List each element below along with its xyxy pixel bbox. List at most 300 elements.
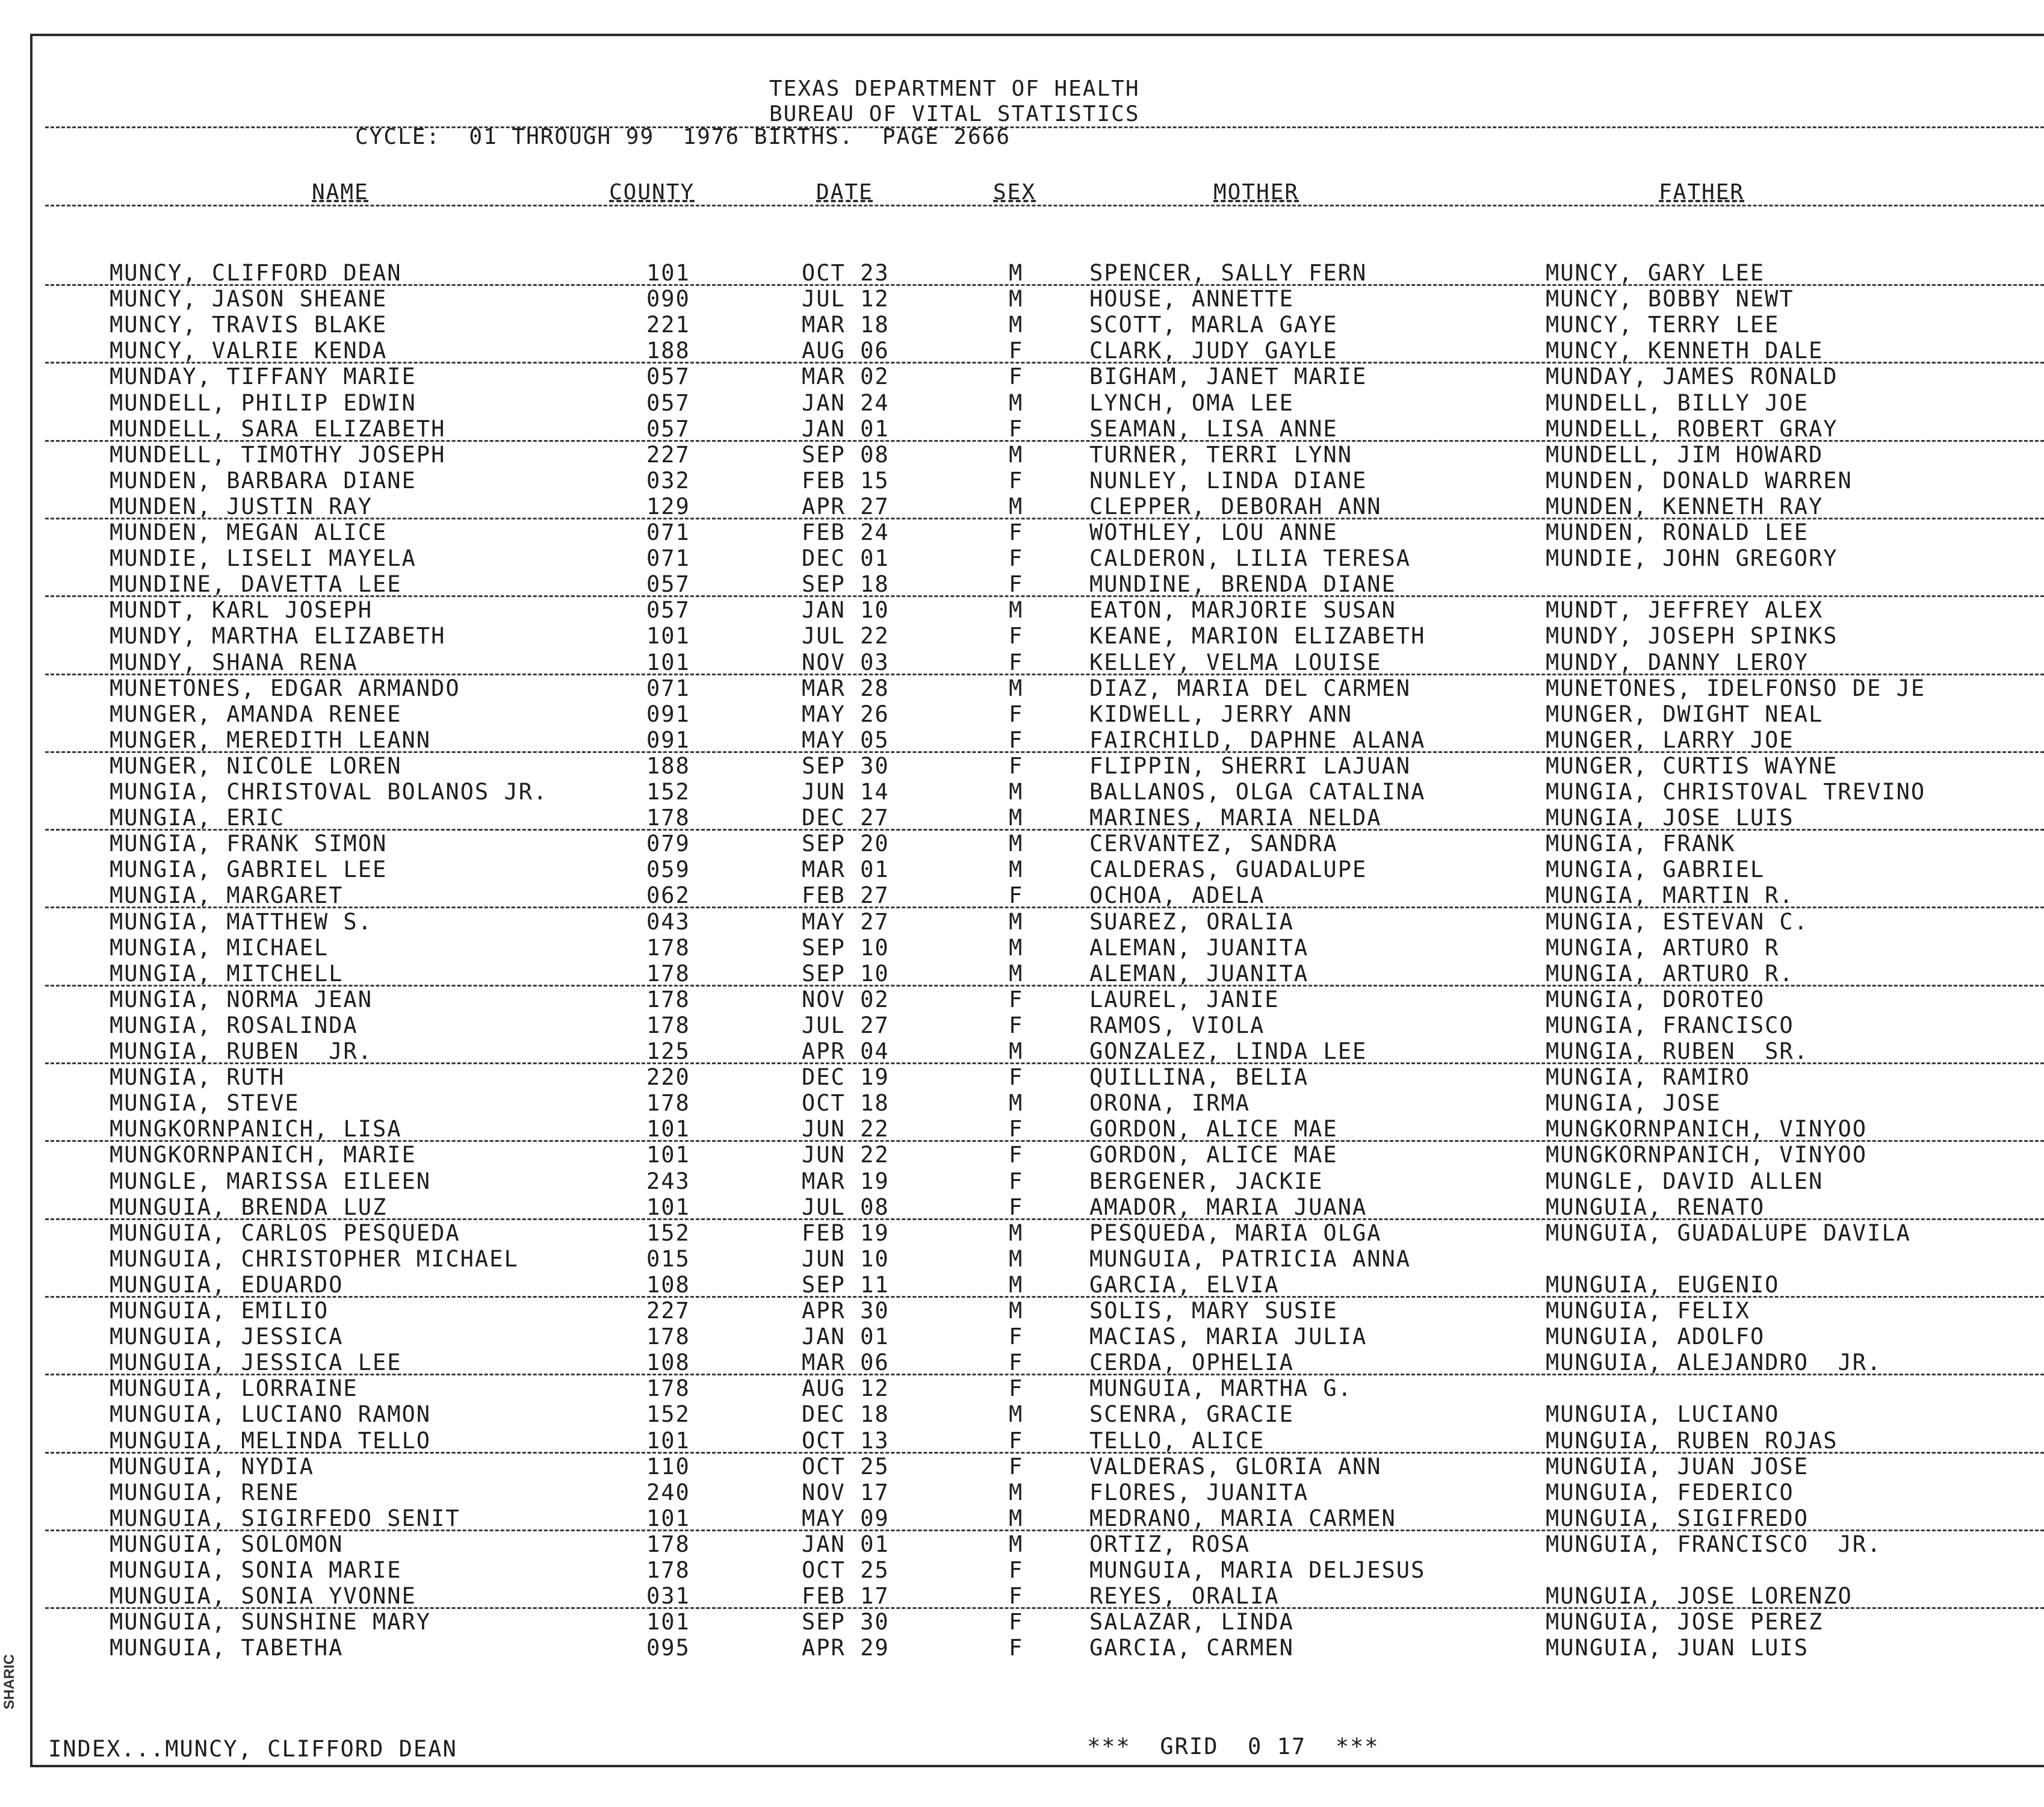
record-date: MAY 05 — [802, 727, 890, 753]
record-county: 221 — [646, 312, 690, 338]
record-sex: M — [1009, 1246, 1024, 1272]
record-name: MUNGUIA, SUNSHINE MARY — [110, 1609, 432, 1635]
record-sex: M — [1009, 260, 1024, 286]
record-name: MUNGIA, RUTH — [110, 1064, 285, 1090]
record-sex: M — [1009, 286, 1024, 312]
record-name: MUNGUIA, SOLOMON — [110, 1531, 344, 1557]
record-sex: M — [1009, 1480, 1024, 1505]
record-county: 243 — [646, 1168, 690, 1194]
record-date: JUN 10 — [802, 1246, 890, 1272]
record-mother: RAMOS, VIOLA — [1089, 1012, 1265, 1038]
record-mother: FAIRCHILD, DAPHNE ALANA — [1089, 727, 1426, 753]
record-date: FEB 17 — [802, 1583, 890, 1609]
record-county: 240 — [646, 1480, 690, 1505]
record-mother: SCOTT, MARLA GAYE — [1089, 312, 1338, 338]
record-mother: WOTHLEY, LOU ANNE — [1089, 519, 1338, 545]
column-header-divider — [45, 205, 2044, 206]
record-county: 178 — [646, 1324, 690, 1350]
record-mother: LAUREL, JANIE — [1089, 987, 1280, 1012]
record-date: SEP 10 — [802, 935, 890, 961]
table-row — [0, 1531, 2044, 1557]
record-mother: BERGENER, JACKIE — [1089, 1168, 1324, 1194]
record-sex: F — [1009, 649, 1024, 675]
record-date: JAN 24 — [802, 390, 890, 416]
record-father: MUNGIA, RUBEN SR. — [1546, 1038, 1809, 1064]
record-sex: F — [1009, 1350, 1024, 1375]
column-header-county: COUNTY — [609, 180, 695, 205]
record-date: SEP 08 — [802, 442, 890, 468]
column-header-mother: MOTHER — [1213, 180, 1299, 205]
record-date: DEC 19 — [802, 1064, 890, 1090]
record-name: MUNDT, KARL JOSEPH — [110, 597, 373, 623]
record-mother: ALEMAN, JUANITA — [1089, 961, 1309, 987]
record-date: FEB 27 — [802, 882, 890, 908]
record-date: OCT 13 — [802, 1428, 890, 1454]
record-date: FEB 19 — [802, 1220, 890, 1246]
record-date: SEP 11 — [802, 1272, 890, 1298]
record-sex: F — [1009, 1428, 1024, 1454]
record-date: OCT 25 — [802, 1454, 890, 1480]
record-sex: F — [1009, 987, 1024, 1012]
record-county: 101 — [646, 260, 690, 286]
record-name: MUNGER, NICOLE LOREN — [110, 753, 402, 779]
record-sex: M — [1009, 909, 1024, 935]
record-sex: M — [1009, 779, 1024, 805]
record-county: 178 — [646, 1090, 690, 1116]
record-name: MUNGUIA, LUCIANO RAMON — [110, 1401, 432, 1427]
record-name: MUNGKORNPANICH, MARIE — [110, 1142, 417, 1168]
table-row — [0, 805, 2044, 831]
record-date: NOV 03 — [802, 649, 890, 675]
record-name: MUNETONES, EDGAR ARMANDO — [110, 675, 460, 701]
record-mother: GORDON, ALICE MAE — [1089, 1116, 1338, 1142]
record-name: MUNGIA, MARGARET — [110, 882, 344, 908]
column-header-sex: SEX — [993, 180, 1036, 205]
record-father: MUNGIA, JOSE — [1546, 1090, 1721, 1116]
record-date: NOV 17 — [802, 1480, 890, 1505]
record-father: MUNGKORNPANICH, VINYOO — [1546, 1142, 1868, 1168]
record-mother: KEANE, MARION ELIZABETH — [1089, 623, 1426, 649]
record-mother: CALDERON, LILIA TERESA — [1089, 545, 1411, 571]
record-county: 178 — [646, 987, 690, 1012]
record-mother: ALEMAN, JUANITA — [1089, 935, 1309, 961]
table-row — [0, 1635, 2044, 1661]
record-name: MUNGIA, STEVE — [110, 1090, 300, 1116]
record-mother: GARCIA, CARMEN — [1089, 1635, 1294, 1661]
record-father: MUNDELL, JIM HOWARD — [1546, 442, 1824, 468]
table-row — [0, 882, 2044, 908]
record-county: 015 — [646, 1246, 690, 1272]
record-sex: M — [1009, 831, 1024, 857]
table-row — [0, 1064, 2044, 1090]
record-sex: F — [1009, 364, 1024, 389]
table-row — [0, 260, 2044, 286]
record-date: OCT 23 — [802, 260, 890, 286]
record-father: MUNGKORNPANICH, VINYOO — [1546, 1116, 1868, 1142]
record-county: 101 — [646, 1194, 690, 1220]
record-date: JUL 27 — [802, 1012, 890, 1038]
table-row — [0, 935, 2044, 961]
table-row — [0, 364, 2044, 389]
record-county: 227 — [646, 1298, 690, 1324]
record-county: 101 — [646, 1505, 690, 1531]
record-father: MUNGIA, JOSE LUIS — [1546, 805, 1794, 831]
record-county: 101 — [646, 1116, 690, 1142]
record-father: MUNGUIA, JUAN JOSE — [1546, 1454, 1809, 1480]
record-father: MUNGIA, ARTURO R — [1546, 935, 1780, 961]
record-sex: M — [1009, 1298, 1024, 1324]
record-name: MUNGUIA, CHRISTOPHER MICHAEL — [110, 1246, 519, 1272]
record-sex: F — [1009, 1454, 1024, 1480]
record-county: 178 — [646, 1375, 690, 1401]
record-father: MUNDELL, ROBERT GRAY — [1546, 416, 1838, 442]
record-county: 101 — [646, 1609, 690, 1635]
record-father: MUNGUIA, RUBEN ROJAS — [1546, 1428, 1838, 1454]
record-name: MUNGUIA, SIGIRFEDO SENIT — [110, 1505, 460, 1531]
record-mother: CALDERAS, GUADALUPE — [1089, 857, 1367, 882]
table-row — [0, 1350, 2044, 1375]
record-county: 101 — [646, 1142, 690, 1168]
table-row — [0, 571, 2044, 597]
record-father: MUNETONES, IDELFONSO DE JE — [1546, 675, 1926, 701]
table-row — [0, 1324, 2044, 1350]
record-sex: F — [1009, 1375, 1024, 1401]
record-county: 090 — [646, 286, 690, 312]
record-county: 152 — [646, 1220, 690, 1246]
record-sex: F — [1009, 1142, 1024, 1168]
record-father: MUNGUIA, JOSE PEREZ — [1546, 1609, 1824, 1635]
record-father: MUNGIA, MARTIN R. — [1546, 882, 1794, 908]
record-father: MUNGER, LARRY JOE — [1546, 727, 1794, 753]
record-sex: M — [1009, 1038, 1024, 1064]
record-father: MUNGIA, CHRISTOVAL TREVINO — [1546, 779, 1926, 805]
record-mother: SALAZAR, LINDA — [1089, 1609, 1294, 1635]
record-name: MUNGUIA, RENE — [110, 1480, 300, 1505]
table-row — [0, 1116, 2044, 1142]
record-name: MUNGIA, GABRIEL LEE — [110, 857, 388, 882]
record-date: JAN 01 — [802, 1531, 890, 1557]
table-row — [0, 987, 2044, 1012]
record-mother: SUAREZ, ORALIA — [1089, 909, 1294, 935]
record-father: MUNGUIA, JUAN LUIS — [1546, 1635, 1809, 1661]
record-name: MUNDEN, MEGAN ALICE — [110, 519, 388, 545]
record-date: MAY 26 — [802, 701, 890, 727]
record-father: MUNDEN, KENNETH RAY — [1546, 494, 1824, 519]
record-date: OCT 25 — [802, 1557, 890, 1583]
record-father: MUNGUIA, GUADALUPE DAVILA — [1546, 1220, 1911, 1246]
record-county: 178 — [646, 1557, 690, 1583]
record-mother: TURNER, TERRI LYNN — [1089, 442, 1352, 468]
table-row — [0, 1583, 2044, 1609]
record-county: 057 — [646, 364, 690, 389]
header-divider — [45, 126, 2044, 128]
record-county: 101 — [646, 623, 690, 649]
record-sex: M — [1009, 675, 1024, 701]
table-row — [0, 1220, 2044, 1246]
record-sex: M — [1009, 597, 1024, 623]
footer-index: INDEX...MUNCY, CLIFFORD DEAN — [48, 1736, 457, 1762]
record-county: 059 — [646, 857, 690, 882]
record-name: MUNGUIA, NYDIA — [110, 1454, 314, 1480]
record-father: MUNGIA, RAMIRO — [1546, 1064, 1750, 1090]
record-date: DEC 01 — [802, 545, 890, 571]
table-row — [0, 416, 2044, 442]
record-name: MUNDY, MARTHA ELIZABETH — [110, 623, 446, 649]
record-name: MUNGUIA, CARLOS PESQUEDA — [110, 1220, 460, 1246]
table-row — [0, 338, 2044, 364]
record-sex: M — [1009, 961, 1024, 987]
record-date: MAY 27 — [802, 909, 890, 935]
record-name: MUNCY, CLIFFORD DEAN — [110, 260, 402, 286]
table-row — [0, 961, 2044, 987]
record-sex: F — [1009, 468, 1024, 494]
record-county: 227 — [646, 442, 690, 468]
record-father: MUNDELL, BILLY JOE — [1546, 390, 1809, 416]
record-sex: M — [1009, 1401, 1024, 1427]
record-name: MUNGUIA, SONIA YVONNE — [110, 1583, 417, 1609]
table-row — [0, 1480, 2044, 1505]
record-date: JAN 01 — [802, 416, 890, 442]
record-date: JAN 01 — [802, 1324, 890, 1350]
column-header-name: NAME — [312, 180, 369, 205]
table-row — [0, 701, 2044, 727]
record-sex: M — [1009, 1090, 1024, 1116]
record-father: MUNGIA, FRANCISCO — [1546, 1012, 1794, 1038]
record-father: MUNGUIA, RENATO — [1546, 1194, 1765, 1220]
record-sex: F — [1009, 519, 1024, 545]
record-mother: CERDA, OPHELIA — [1089, 1350, 1294, 1375]
table-row — [0, 649, 2044, 675]
record-mother: FLORES, JUANITA — [1089, 1480, 1309, 1505]
record-father: MUNGUIA, LUCIANO — [1546, 1401, 1780, 1427]
record-mother: MUNGUIA, MARIA DELJESUS — [1089, 1557, 1426, 1583]
record-name: MUNGIA, FRANK SIMON — [110, 831, 388, 857]
record-sex: M — [1009, 494, 1024, 519]
record-name: MUNDAY, TIFFANY MARIE — [110, 364, 417, 389]
record-date: OCT 18 — [802, 1090, 890, 1116]
record-mother: QUILLINA, BELIA — [1089, 1064, 1309, 1090]
record-father: MUNGUIA, JOSE LORENZO — [1546, 1583, 1853, 1609]
record-mother: BIGHAM, JANET MARIE — [1089, 364, 1367, 389]
table-row — [0, 779, 2044, 805]
record-date: FEB 24 — [802, 519, 890, 545]
record-name: MUNGUIA, EMILIO — [110, 1298, 329, 1324]
record-date: JUL 22 — [802, 623, 890, 649]
record-name: MUNGER, MEREDITH LEANN — [110, 727, 432, 753]
record-date: APR 29 — [802, 1635, 890, 1661]
table-row — [0, 1168, 2044, 1194]
record-name: MUNGER, AMANDA RENEE — [110, 701, 402, 727]
record-county: 178 — [646, 1531, 690, 1557]
record-sex: F — [1009, 1116, 1024, 1142]
table-row — [0, 1142, 2044, 1168]
record-county: 125 — [646, 1038, 690, 1064]
table-row — [0, 494, 2044, 519]
record-date: MAR 18 — [802, 312, 890, 338]
record-father: MUNGIA, FRANK — [1546, 831, 1736, 857]
record-mother: DIAZ, MARIA DEL CARMEN — [1089, 675, 1411, 701]
record-name: MUNGUIA, EDUARDO — [110, 1272, 344, 1298]
record-county: 095 — [646, 1635, 690, 1661]
record-date: MAY 09 — [802, 1505, 890, 1531]
record-father: MUNGUIA, FRANCISCO JR. — [1546, 1531, 1882, 1557]
record-mother: GONZALEZ, LINDA LEE — [1089, 1038, 1367, 1064]
record-mother: VALDERAS, GLORIA ANN — [1089, 1454, 1382, 1480]
table-row — [0, 1272, 2044, 1298]
record-father: MUNDEN, RONALD LEE — [1546, 519, 1809, 545]
record-name: MUNGIA, MITCHELL — [110, 961, 344, 987]
header-bureau: BUREAU OF VITAL STATISTICS — [769, 102, 1140, 126]
record-date: AUG 06 — [802, 338, 890, 364]
record-name: MUNGUIA, BRENDA LUZ — [110, 1194, 388, 1220]
record-name: MUNGLE, MARISSA EILEEN — [110, 1168, 432, 1194]
record-date: SEP 30 — [802, 1609, 890, 1635]
record-father: MUNGUIA, ADOLFO — [1546, 1324, 1765, 1350]
record-name: MUNDINE, DAVETTA LEE — [110, 571, 402, 597]
record-mother: MARINES, MARIA NELDA — [1089, 805, 1382, 831]
record-mother: ORONA, IRMA — [1089, 1090, 1251, 1116]
record-sex: M — [1009, 390, 1024, 416]
table-row — [0, 1038, 2044, 1064]
table-row — [0, 675, 2044, 701]
table-row — [0, 857, 2044, 882]
record-mother: SEAMAN, LISA ANNE — [1089, 416, 1338, 442]
record-sex: F — [1009, 1324, 1024, 1350]
record-mother: MACIAS, MARIA JULIA — [1089, 1324, 1367, 1350]
record-sex: F — [1009, 1064, 1024, 1090]
record-mother: GORDON, ALICE MAE — [1089, 1142, 1338, 1168]
record-county: 152 — [646, 779, 690, 805]
table-row — [0, 442, 2044, 468]
record-mother: KIDWELL, JERRY ANN — [1089, 701, 1352, 727]
record-name: MUNDIE, LISELI MAYELA — [110, 545, 417, 571]
record-date: JUL 08 — [802, 1194, 890, 1220]
record-name: MUNCY, JASON SHEANE — [110, 286, 388, 312]
record-mother: CLARK, JUDY GAYLE — [1089, 338, 1338, 364]
record-father: MUNGUIA, EUGENIO — [1546, 1272, 1780, 1298]
record-county: 129 — [646, 494, 690, 519]
record-name: MUNDEN, JUSTIN RAY — [110, 494, 373, 519]
record-sex: F — [1009, 1609, 1024, 1635]
record-county: 108 — [646, 1272, 690, 1298]
table-row — [0, 597, 2044, 623]
record-sex: M — [1009, 857, 1024, 882]
record-mother: MEDRANO, MARIA CARMEN — [1089, 1505, 1396, 1531]
record-name: MUNGUIA, SONIA MARIE — [110, 1557, 402, 1583]
record-name: MUNCY, VALRIE KENDA — [110, 338, 388, 364]
record-father: MUNGUIA, ALEJANDRO JR. — [1546, 1350, 1882, 1375]
table-row — [0, 1375, 2044, 1401]
table-row — [0, 1246, 2044, 1272]
record-sex: M — [1009, 1220, 1024, 1246]
record-date: JUN 14 — [802, 779, 890, 805]
record-mother: CERVANTEZ, SANDRA — [1089, 831, 1338, 857]
table-row — [0, 1298, 2044, 1324]
record-mother: SCENRA, GRACIE — [1089, 1401, 1294, 1427]
record-mother: NUNLEY, LINDA DIANE — [1089, 468, 1367, 494]
record-date: MAR 01 — [802, 857, 890, 882]
record-name: MUNCY, TRAVIS BLAKE — [110, 312, 388, 338]
record-mother: MUNGUIA, PATRICIA ANNA — [1089, 1246, 1411, 1272]
record-father: MUNGUIA, FELIX — [1546, 1298, 1750, 1324]
record-father: MUNGUIA, SIGIFREDO — [1546, 1505, 1809, 1531]
record-father: MUNGIA, ESTEVAN C. — [1546, 909, 1809, 935]
record-mother: MUNGUIA, MARTHA G. — [1089, 1375, 1352, 1401]
record-father: MUNDY, JOSEPH SPINKS — [1546, 623, 1838, 649]
record-mother: CLEPPER, DEBORAH ANN — [1089, 494, 1382, 519]
record-county: 043 — [646, 909, 690, 935]
record-county: 057 — [646, 571, 690, 597]
record-date: SEP 20 — [802, 831, 890, 857]
record-name: MUNGIA, MICHAEL — [110, 935, 329, 961]
record-mother: SOLIS, MARY SUSIE — [1089, 1298, 1338, 1324]
record-date: SEP 18 — [802, 571, 890, 597]
record-father: MUNCY, GARY LEE — [1546, 260, 1765, 286]
table-row — [0, 727, 2044, 753]
record-sex: F — [1009, 623, 1024, 649]
table-row — [0, 286, 2044, 312]
record-date: APR 27 — [802, 494, 890, 519]
record-county: 091 — [646, 727, 690, 753]
record-father: MUNGLE, DAVID ALLEN — [1546, 1168, 1824, 1194]
record-sex: F — [1009, 1557, 1024, 1583]
table-row — [0, 545, 2044, 571]
record-name: MUNGIA, NORMA JEAN — [110, 987, 373, 1012]
table-row — [0, 390, 2044, 416]
record-county: 108 — [646, 1350, 690, 1375]
record-sex: F — [1009, 1012, 1024, 1038]
table-row — [0, 1609, 2044, 1635]
record-father: MUNDIE, JOHN GREGORY — [1546, 545, 1838, 571]
record-date: DEC 27 — [802, 805, 890, 831]
record-county: 178 — [646, 935, 690, 961]
header-cycle: CYCLE: 01 THROUGH 99 1976 BIRTHS. PAGE 2666 — [355, 125, 1011, 149]
record-name: MUNGIA, ERIC — [110, 805, 285, 831]
record-sex: M — [1009, 1505, 1024, 1531]
record-mother: BALLANOS, OLGA CATALINA — [1089, 779, 1426, 805]
record-mother: KELLEY, VELMA LOUISE — [1089, 649, 1382, 675]
record-sex: F — [1009, 1583, 1024, 1609]
record-county: 110 — [646, 1454, 690, 1480]
record-father: MUNDT, JEFFREY ALEX — [1546, 597, 1824, 623]
footer-grid: *** GRID 0 17 *** — [1087, 1734, 1380, 1759]
record-county: 091 — [646, 701, 690, 727]
record-county: 057 — [646, 597, 690, 623]
table-row — [0, 909, 2044, 935]
table-row — [0, 312, 2044, 338]
record-sex: F — [1009, 1194, 1024, 1220]
record-sex: M — [1009, 312, 1024, 338]
record-county: 032 — [646, 468, 690, 494]
record-county: 101 — [646, 1428, 690, 1454]
table-row — [0, 831, 2044, 857]
record-mother: TELLO, ALICE — [1089, 1428, 1265, 1454]
record-county: 071 — [646, 519, 690, 545]
record-name: MUNDEN, BARBARA DIANE — [110, 468, 417, 494]
record-mother: LYNCH, OMA LEE — [1089, 390, 1294, 416]
record-father: MUNCY, KENNETH DALE — [1546, 338, 1824, 364]
record-county: 178 — [646, 961, 690, 987]
record-name: MUNDELL, PHILIP EDWIN — [110, 390, 417, 416]
record-date: APR 30 — [802, 1298, 890, 1324]
record-sex: F — [1009, 701, 1024, 727]
record-sex: F — [1009, 727, 1024, 753]
record-father: MUNDEN, DONALD WARREN — [1546, 468, 1853, 494]
record-county: 188 — [646, 753, 690, 779]
record-father: MUNCY, BOBBY NEWT — [1546, 286, 1794, 312]
record-name: MUNGUIA, JESSICA — [110, 1324, 344, 1350]
record-father: MUNGIA, ARTURO R. — [1546, 961, 1794, 987]
